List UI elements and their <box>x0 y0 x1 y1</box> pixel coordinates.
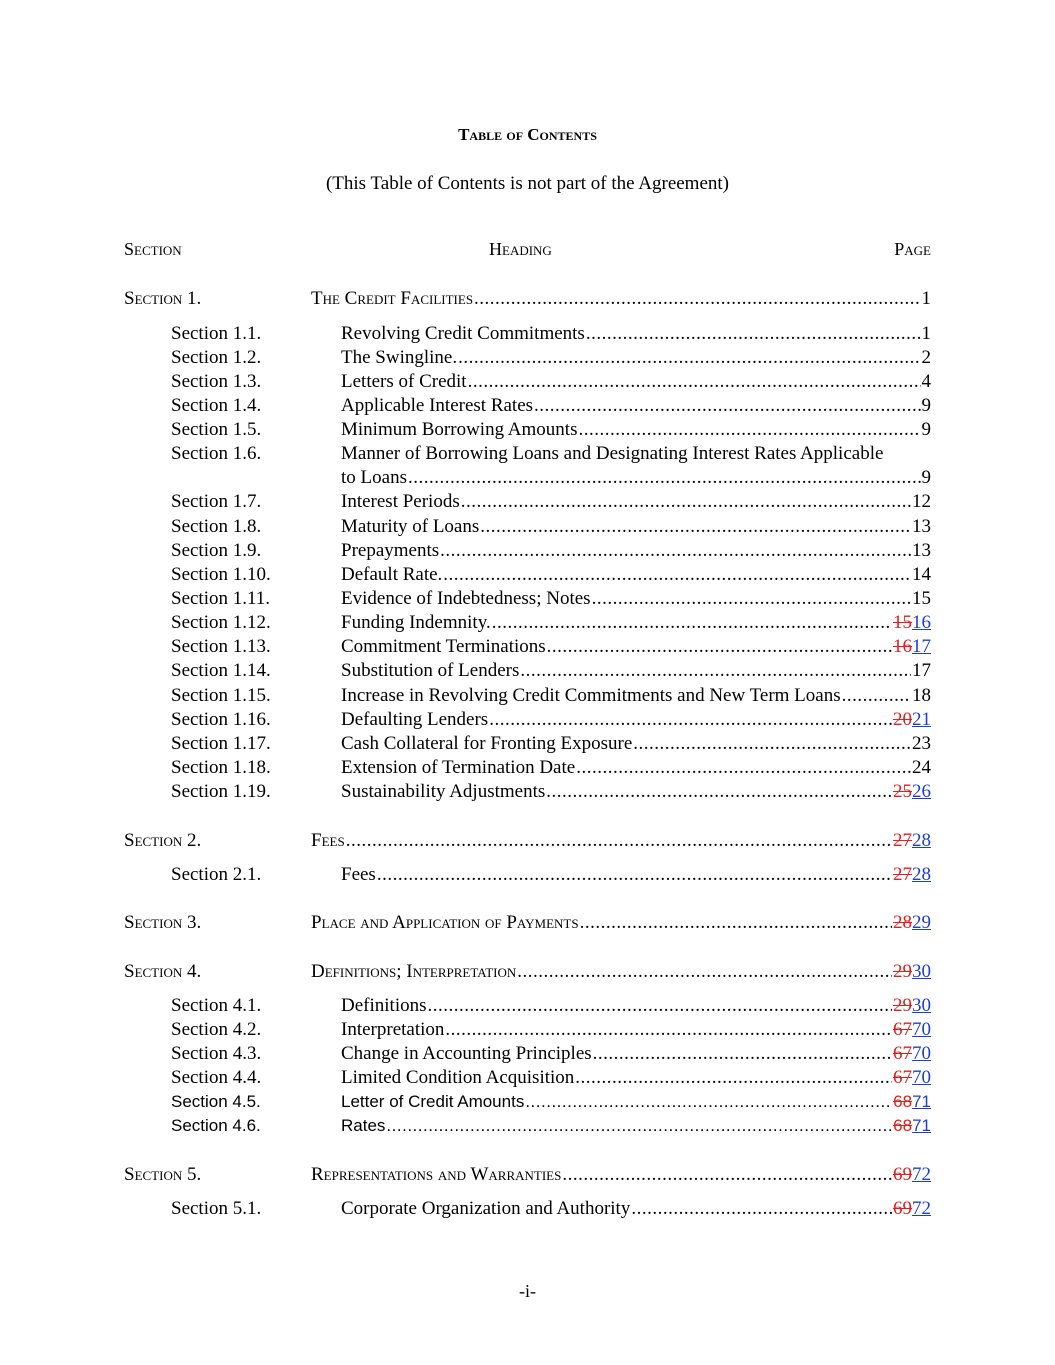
toc-entry[interactable] <box>341 490 931 514</box>
toc-page-number[interactable] <box>893 1163 931 1187</box>
toc-section-number: Section 1.13. <box>171 636 271 657</box>
toc-page-number[interactable] <box>922 418 932 442</box>
toc-section-row <box>0 829 1055 853</box>
toc-entry[interactable] <box>341 684 931 708</box>
toc-page-number[interactable] <box>912 756 931 780</box>
toc-entry[interactable] <box>311 287 931 311</box>
toc-heading-text: Revolving Credit Commitments <box>341 323 585 344</box>
toc-section-number: Section 2.1. <box>171 864 262 885</box>
toc-entry[interactable] <box>341 322 931 346</box>
toc-entry[interactable] <box>311 911 931 935</box>
toc-page-number[interactable] <box>912 684 931 708</box>
toc-entry[interactable] <box>341 780 931 804</box>
toc-heading-text: to Loans <box>341 467 407 488</box>
toc-subsection-row <box>0 539 1055 563</box>
dot-leader <box>534 394 920 418</box>
toc-entry[interactable] <box>341 539 931 563</box>
toc-section-number: Section 4.6. <box>171 1116 261 1135</box>
toc-entry[interactable] <box>311 960 931 984</box>
dot-leader <box>489 708 892 732</box>
toc-page-number[interactable] <box>893 911 931 935</box>
toc-subsection-row <box>0 563 1055 587</box>
dot-leader <box>592 587 911 611</box>
dot-leader <box>443 563 911 587</box>
toc-page-number[interactable] <box>893 829 931 853</box>
toc-entry[interactable] <box>341 1090 931 1114</box>
toc-page-number[interactable] <box>893 1042 931 1066</box>
toc-entry[interactable] <box>341 732 931 756</box>
toc-entry[interactable] <box>341 1018 931 1042</box>
toc-page-number[interactable] <box>922 370 932 394</box>
current-page-number[interactable]: 28 <box>912 864 931 885</box>
current-page-number: 1 <box>921 323 931 344</box>
current-page-number[interactable]: 70 <box>912 1043 931 1064</box>
toc-entry[interactable] <box>341 418 931 442</box>
current-page-number[interactable]: 29 <box>912 912 931 933</box>
current-page-number: 9 <box>921 467 931 488</box>
current-page-number: 13 <box>912 516 931 537</box>
toc-subsection-row <box>0 780 1055 804</box>
toc-subsection-row <box>0 370 1055 394</box>
toc-entry[interactable] <box>341 466 931 490</box>
dot-leader <box>517 960 892 984</box>
toc-subsection-row <box>0 346 1055 370</box>
current-page-number: 17 <box>912 660 931 681</box>
toc-section-number: Section 4.2. <box>171 1019 262 1040</box>
dot-leader <box>408 466 921 490</box>
current-page-number[interactable]: 16 <box>912 612 931 633</box>
dot-leader <box>633 732 911 756</box>
current-page-number: 24 <box>912 757 931 778</box>
toc-section-number: Section 1.8. <box>171 516 262 537</box>
current-page-number[interactable]: 71 <box>912 1092 931 1111</box>
toc-section-number: Section 1.2. <box>171 347 262 368</box>
toc-section-number: Section 4.4. <box>171 1067 262 1088</box>
toc-page-number[interactable] <box>893 1090 931 1114</box>
deleted-page-number: 69 <box>893 1164 912 1185</box>
toc-section-number: Section 1.15. <box>171 685 271 706</box>
dot-leader <box>575 1066 892 1090</box>
current-page-number: 12 <box>912 491 931 512</box>
dot-leader <box>474 287 920 311</box>
toc-page-number[interactable] <box>912 539 931 563</box>
deleted-page-number: 67 <box>893 1019 912 1040</box>
deleted-page-number: 27 <box>893 830 912 851</box>
toc-heading-text: Funding Indemnity. <box>341 612 491 633</box>
dot-leader <box>468 370 921 394</box>
deleted-page-number: 67 <box>893 1043 912 1064</box>
dot-leader <box>445 1018 892 1042</box>
toc-section-number: Section 2. <box>124 830 202 851</box>
toc-heading-text: Change in Accounting Principles <box>341 1043 592 1064</box>
toc-subsection-row <box>0 1090 1055 1114</box>
toc-page-number[interactable] <box>912 515 931 539</box>
deleted-page-number: 68 <box>893 1092 913 1111</box>
toc-subsection-row <box>0 418 1055 442</box>
current-page-number: 9 <box>921 395 931 416</box>
toc-heading-text: Letter of Credit Amounts <box>341 1092 525 1111</box>
toc-section-number: Section 1.10. <box>171 564 271 585</box>
toc-page-number[interactable] <box>912 563 931 587</box>
dot-leader <box>576 756 911 780</box>
toc-heading-text: Place and Application of Payments <box>311 912 579 933</box>
dot-leader <box>428 994 893 1018</box>
toc-heading-text: Definitions; Interpretation <box>311 961 517 982</box>
dot-leader <box>586 322 921 346</box>
toc-page-number[interactable] <box>893 994 931 1018</box>
current-page-number[interactable]: 17 <box>912 636 931 657</box>
toc-subsection-row <box>0 1042 1055 1066</box>
deleted-page-number: 25 <box>893 781 912 802</box>
toc-entry[interactable] <box>341 442 931 466</box>
toc-heading-text: Letters of Credit <box>341 371 467 392</box>
deleted-page-number: 28 <box>893 912 912 933</box>
toc-heading-text: Definitions <box>341 995 427 1016</box>
deleted-page-number: 68 <box>893 1116 913 1135</box>
toc-heading-text: Substitution of Lenders <box>341 660 520 681</box>
deleted-page-number: 27 <box>893 864 912 885</box>
toc-heading-text: Rates <box>341 1116 386 1135</box>
toc-page-number[interactable] <box>912 490 931 514</box>
current-page-number: 1 <box>921 288 931 309</box>
current-page-number[interactable]: 30 <box>912 961 931 982</box>
toc-page-number[interactable] <box>893 1114 931 1138</box>
deleted-page-number: 69 <box>893 1198 912 1219</box>
toc-subsection-row <box>0 1197 1055 1221</box>
toc-subsection-row <box>0 1114 1055 1138</box>
toc-section-number: Section 1. <box>124 288 202 309</box>
toc-entry[interactable] <box>341 1197 931 1221</box>
toc-entry[interactable] <box>341 611 931 635</box>
toc-entry[interactable] <box>341 659 931 683</box>
toc-section-number: Section 4.5. <box>171 1092 261 1111</box>
dot-leader <box>480 515 911 539</box>
toc-heading-text: Applicable Interest Rates <box>341 395 534 416</box>
toc-section-row <box>0 1163 1055 1187</box>
current-page-number[interactable]: 21 <box>912 709 931 730</box>
toc-section-number: Section 4.3. <box>171 1043 262 1064</box>
toc-heading-text: Limited Condition Acquisition <box>341 1067 575 1088</box>
toc-section-row <box>0 960 1055 984</box>
toc-section-number: Section 3. <box>124 912 202 933</box>
toc-page-number[interactable] <box>912 732 931 756</box>
toc-heading-text: Cash Collateral for Fronting Exposure <box>341 733 633 754</box>
dot-leader <box>562 1163 892 1187</box>
toc-heading-text: Evidence of Indebtedness; Notes <box>341 588 591 609</box>
deleted-page-number: 29 <box>893 995 912 1016</box>
current-page-number: 13 <box>912 540 931 561</box>
toc-page-number[interactable] <box>922 394 932 418</box>
toc-heading-text: Extension of Termination Date <box>341 757 576 778</box>
toc-subsection-row <box>0 756 1055 780</box>
dot-leader <box>547 635 892 659</box>
toc-page-number[interactable] <box>912 587 931 611</box>
toc-heading-text: Default Rate. <box>341 564 443 585</box>
toc-heading-text: Commitment Terminations <box>341 636 546 657</box>
column-header-heading: Heading <box>489 239 552 259</box>
toc-page-number[interactable] <box>893 1018 931 1042</box>
toc-section-number: Section 1.18. <box>171 757 271 778</box>
toc-subsection-row <box>0 635 1055 659</box>
toc-section-number: Section 1.3. <box>171 371 262 392</box>
toc-section-number: Section 1.9. <box>171 540 262 561</box>
toc-page-number[interactable] <box>893 708 931 732</box>
toc-page-number[interactable] <box>893 863 931 887</box>
toc-entry[interactable] <box>341 346 931 370</box>
toc-section-number: Section 1.1. <box>171 323 262 344</box>
toc-page-number[interactable] <box>922 287 932 311</box>
current-page-number[interactable]: 70 <box>912 1019 931 1040</box>
current-page-number[interactable]: 72 <box>912 1198 931 1219</box>
toc-heading-text: Interpretation <box>341 1019 445 1040</box>
deleted-page-number: 16 <box>893 636 912 657</box>
toc-section-number: Section 1.16. <box>171 709 271 730</box>
toc-section-number: Section 1.19. <box>171 781 271 802</box>
current-page-number: 23 <box>912 733 931 754</box>
dot-leader <box>461 490 911 514</box>
toc-page-number[interactable] <box>893 960 931 984</box>
toc-subsection-row <box>0 394 1055 418</box>
dot-leader <box>440 539 911 563</box>
column-header-section: Section <box>124 239 182 259</box>
toc-entry[interactable] <box>311 1163 931 1187</box>
dot-leader <box>578 418 920 442</box>
toc-entry[interactable] <box>341 994 931 1018</box>
toc-entry[interactable] <box>341 515 931 539</box>
toc-page-number[interactable] <box>893 635 931 659</box>
toc-entry[interactable] <box>341 563 931 587</box>
toc-page-number[interactable] <box>922 322 932 346</box>
toc-subsection-row <box>0 684 1055 708</box>
dot-leader <box>458 346 920 370</box>
toc-subsection-row <box>0 587 1055 611</box>
column-header-page: Page <box>894 239 931 259</box>
current-page-number: 14 <box>912 564 931 585</box>
toc-heading-text: Manner of Borrowing Loans and Designating Interest Rates Applicable <box>341 443 884 464</box>
toc-subsection-row <box>0 442 1055 488</box>
dot-leader <box>525 1090 892 1114</box>
toc-entry[interactable] <box>341 394 931 418</box>
dot-leader <box>593 1042 892 1066</box>
toc-section-number: Section 4.1. <box>171 995 262 1016</box>
toc-entry[interactable] <box>341 863 931 887</box>
current-page-number[interactable]: 71 <box>912 1116 931 1135</box>
toc-entry[interactable] <box>341 370 931 394</box>
toc-section-number: Section 1.12. <box>171 612 271 633</box>
toc-section-number: Section 1.17. <box>171 733 271 754</box>
toc-subsection-row <box>0 490 1055 514</box>
dot-leader <box>546 780 892 804</box>
toc-subsection-row <box>0 994 1055 1018</box>
toc-section-number: Section 1.14. <box>171 660 271 681</box>
current-page-number: 15 <box>912 588 931 609</box>
toc-heading-text: Corporate Organization and Authority <box>341 1198 631 1219</box>
deleted-page-number: 67 <box>893 1067 912 1088</box>
toc-heading-text: Sustainability Adjustments <box>341 781 546 802</box>
toc-page-number[interactable] <box>922 346 932 370</box>
dot-leader <box>346 829 892 853</box>
toc-entry[interactable] <box>341 1066 931 1090</box>
dot-leader <box>842 684 911 708</box>
toc-page-number[interactable] <box>893 611 931 635</box>
toc-heading-text: Fees <box>311 830 345 851</box>
current-page-number: 18 <box>912 685 931 706</box>
toc-section-row <box>0 911 1055 935</box>
toc-subsection-row <box>0 515 1055 539</box>
dot-leader <box>386 1114 892 1138</box>
toc-heading-text: Maturity of Loans <box>341 516 480 537</box>
toc-heading-text: Minimum Borrowing Amounts <box>341 419 578 440</box>
toc-subsection-row <box>0 1066 1055 1090</box>
toc-page-number[interactable] <box>912 659 931 683</box>
toc-page-number[interactable] <box>893 1197 931 1221</box>
toc-subsection-row <box>0 322 1055 346</box>
toc-entry[interactable] <box>341 1042 931 1066</box>
toc-section-number: Section 1.11. <box>171 588 271 609</box>
toc-page-number[interactable] <box>922 466 932 490</box>
dot-leader <box>580 911 892 935</box>
toc-page-number[interactable] <box>893 780 931 804</box>
toc-subsection-row <box>0 732 1055 756</box>
toc-subsection-row <box>0 863 1055 887</box>
toc-section-number: Section 5. <box>124 1164 202 1185</box>
toc-heading-text: Representations and Warranties <box>311 1164 562 1185</box>
current-page-number[interactable]: 30 <box>912 995 931 1016</box>
toc-section-number: Section 1.6. <box>171 443 262 464</box>
toc-heading-text: Prepayments <box>341 540 440 561</box>
toc-section-number: Section 1.5. <box>171 419 262 440</box>
toc-heading-text: Defaulting Lenders <box>341 709 489 730</box>
current-page-number[interactable]: 26 <box>912 781 931 802</box>
toc-page-number[interactable] <box>893 1066 931 1090</box>
deleted-page-number: 29 <box>893 961 912 982</box>
toc-heading-text: Increase in Revolving Credit Commitments and New Term Loans <box>341 685 841 706</box>
toc-entry[interactable] <box>341 1114 931 1138</box>
toc-section-number: Section 5.1. <box>171 1198 262 1219</box>
page-number-footer: -i- <box>519 1281 536 1301</box>
toc-heading-text: The Swingline. <box>341 347 458 368</box>
dot-leader <box>377 863 892 887</box>
toc-title: Table of Contents <box>458 125 597 144</box>
toc-section-number: Section 4. <box>124 961 202 982</box>
dot-leader <box>492 611 892 635</box>
toc-subsection-row <box>0 1018 1055 1042</box>
toc-entry[interactable] <box>341 635 931 659</box>
toc-heading-text: Interest Periods <box>341 491 460 512</box>
current-page-number[interactable]: 28 <box>912 830 931 851</box>
toc-section-number: Section 1.4. <box>171 395 262 416</box>
current-page-number[interactable]: 72 <box>912 1164 931 1185</box>
current-page-number: 4 <box>921 371 931 392</box>
toc-entry[interactable] <box>341 708 931 732</box>
toc-heading-text: Fees <box>341 864 376 885</box>
toc-subtitle: (This Table of Contents is not part of the Agreement) <box>325 173 730 194</box>
deleted-page-number: 15 <box>893 612 912 633</box>
current-page-number: 9 <box>921 419 931 440</box>
toc-subsection-row <box>0 659 1055 683</box>
toc-subsection-row <box>0 708 1055 732</box>
toc-section-number: Section 1.7. <box>171 491 262 512</box>
current-page-number: 2 <box>921 347 931 368</box>
toc-entry[interactable] <box>311 829 931 853</box>
toc-section-row <box>0 287 1055 311</box>
toc-entry[interactable] <box>341 756 931 780</box>
toc-entry[interactable] <box>341 587 931 611</box>
current-page-number[interactable]: 70 <box>912 1067 931 1088</box>
deleted-page-number: 20 <box>893 709 912 730</box>
dot-leader <box>631 1197 892 1221</box>
toc-heading-text: The Credit Facilities <box>311 288 474 309</box>
toc-subsection-row <box>0 611 1055 635</box>
dot-leader <box>520 659 911 683</box>
